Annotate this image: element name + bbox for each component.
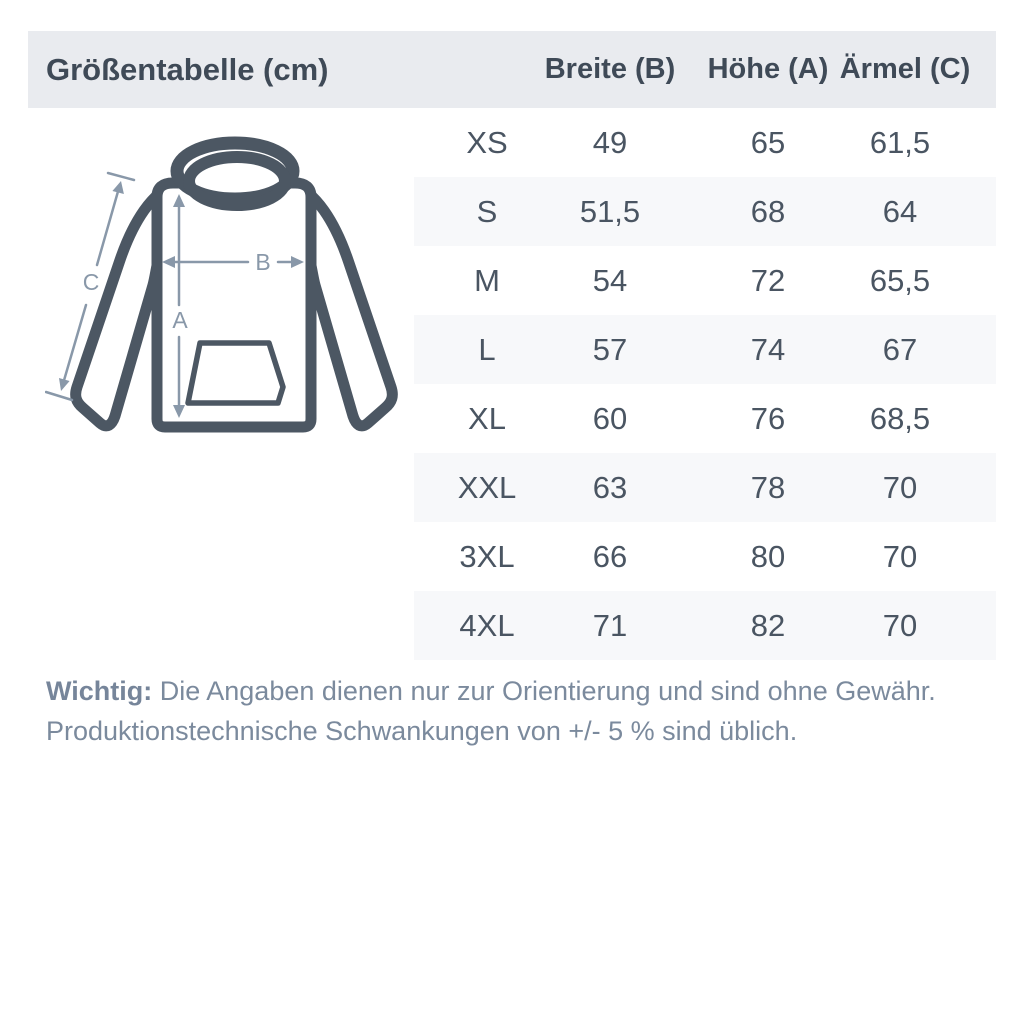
breite-cell: 51,5 (579, 193, 641, 229)
column-header-breite: Breite (B) (544, 53, 676, 85)
breite-cell: 49 (592, 124, 628, 160)
hoehe-cell: 74 (750, 331, 786, 367)
size-cell: XS (466, 124, 508, 160)
aermel-cell: 68,5 (869, 400, 931, 436)
aermel-cell: 70 (882, 538, 918, 574)
aermel-cell: 70 (882, 469, 918, 505)
table-header-band (28, 31, 996, 108)
size-cell: XXL (457, 469, 517, 505)
page-title: Größentabelle (cm) (46, 52, 329, 87)
breite-cell: 66 (592, 538, 628, 574)
table-row (414, 246, 996, 315)
hoodie-measurement-diagram (45, 125, 405, 445)
column-header-hoehe: Höhe (A) (707, 53, 829, 85)
arrowhead-c-top (112, 181, 124, 194)
size-cell: S (476, 193, 498, 229)
aermel-cell: 70 (882, 607, 918, 643)
table-row (414, 453, 996, 522)
hoodie-pocket (188, 343, 283, 403)
disclaimer-rest: Die Angaben dienen nur zur Orientierung und sind ohne Gewähr. (152, 676, 936, 706)
size-table (414, 108, 996, 660)
aermel-cell: 64 (882, 193, 918, 229)
aermel-cell: 67 (882, 331, 918, 367)
dimension-label-b: B (255, 249, 271, 275)
table-row (414, 177, 996, 246)
aermel-cell: 61,5 (869, 124, 931, 160)
size-cell: 3XL (459, 538, 515, 574)
dimension-label-c: C (82, 269, 100, 295)
hoehe-cell: 65 (750, 124, 786, 160)
hoehe-cell: 68 (750, 193, 786, 229)
table-row (414, 591, 996, 660)
hoehe-cell: 80 (750, 538, 786, 574)
table-row (414, 108, 996, 177)
table-row (414, 522, 996, 591)
column-header-aermel: Ärmel (C) (839, 53, 971, 85)
hoehe-cell: 78 (750, 469, 786, 505)
breite-cell: 71 (592, 607, 628, 643)
size-cell: XL (468, 400, 506, 436)
table-row (414, 315, 996, 384)
breite-cell: 54 (592, 262, 628, 298)
hoehe-cell: 82 (750, 607, 786, 643)
disclaimer-line-2: Produktionstechnische Schwankungen von +/- 5 % sind üblich. (46, 716, 798, 746)
arrow-c-line (97, 193, 118, 266)
aermel-cell: 65,5 (869, 262, 931, 298)
size-cell: L (478, 331, 496, 367)
breite-cell: 63 (592, 469, 628, 505)
dimension-label-a: A (172, 307, 188, 333)
breite-cell: 60 (592, 400, 628, 436)
disclaimer-line-1 (46, 671, 976, 711)
arrow-c-tick-top (108, 173, 134, 180)
disclaimer-lead: Wichtig: (46, 676, 153, 706)
arrowhead-c-bottom (59, 378, 70, 391)
disclaimer-note (46, 671, 976, 751)
hoehe-cell: 72 (750, 262, 786, 298)
size-cell: 4XL (459, 607, 515, 643)
arrow-c-tick-bottom (46, 392, 72, 400)
size-cell: M (474, 262, 500, 298)
breite-cell: 57 (592, 331, 628, 367)
hoehe-cell: 76 (750, 400, 786, 436)
table-row (414, 384, 996, 453)
